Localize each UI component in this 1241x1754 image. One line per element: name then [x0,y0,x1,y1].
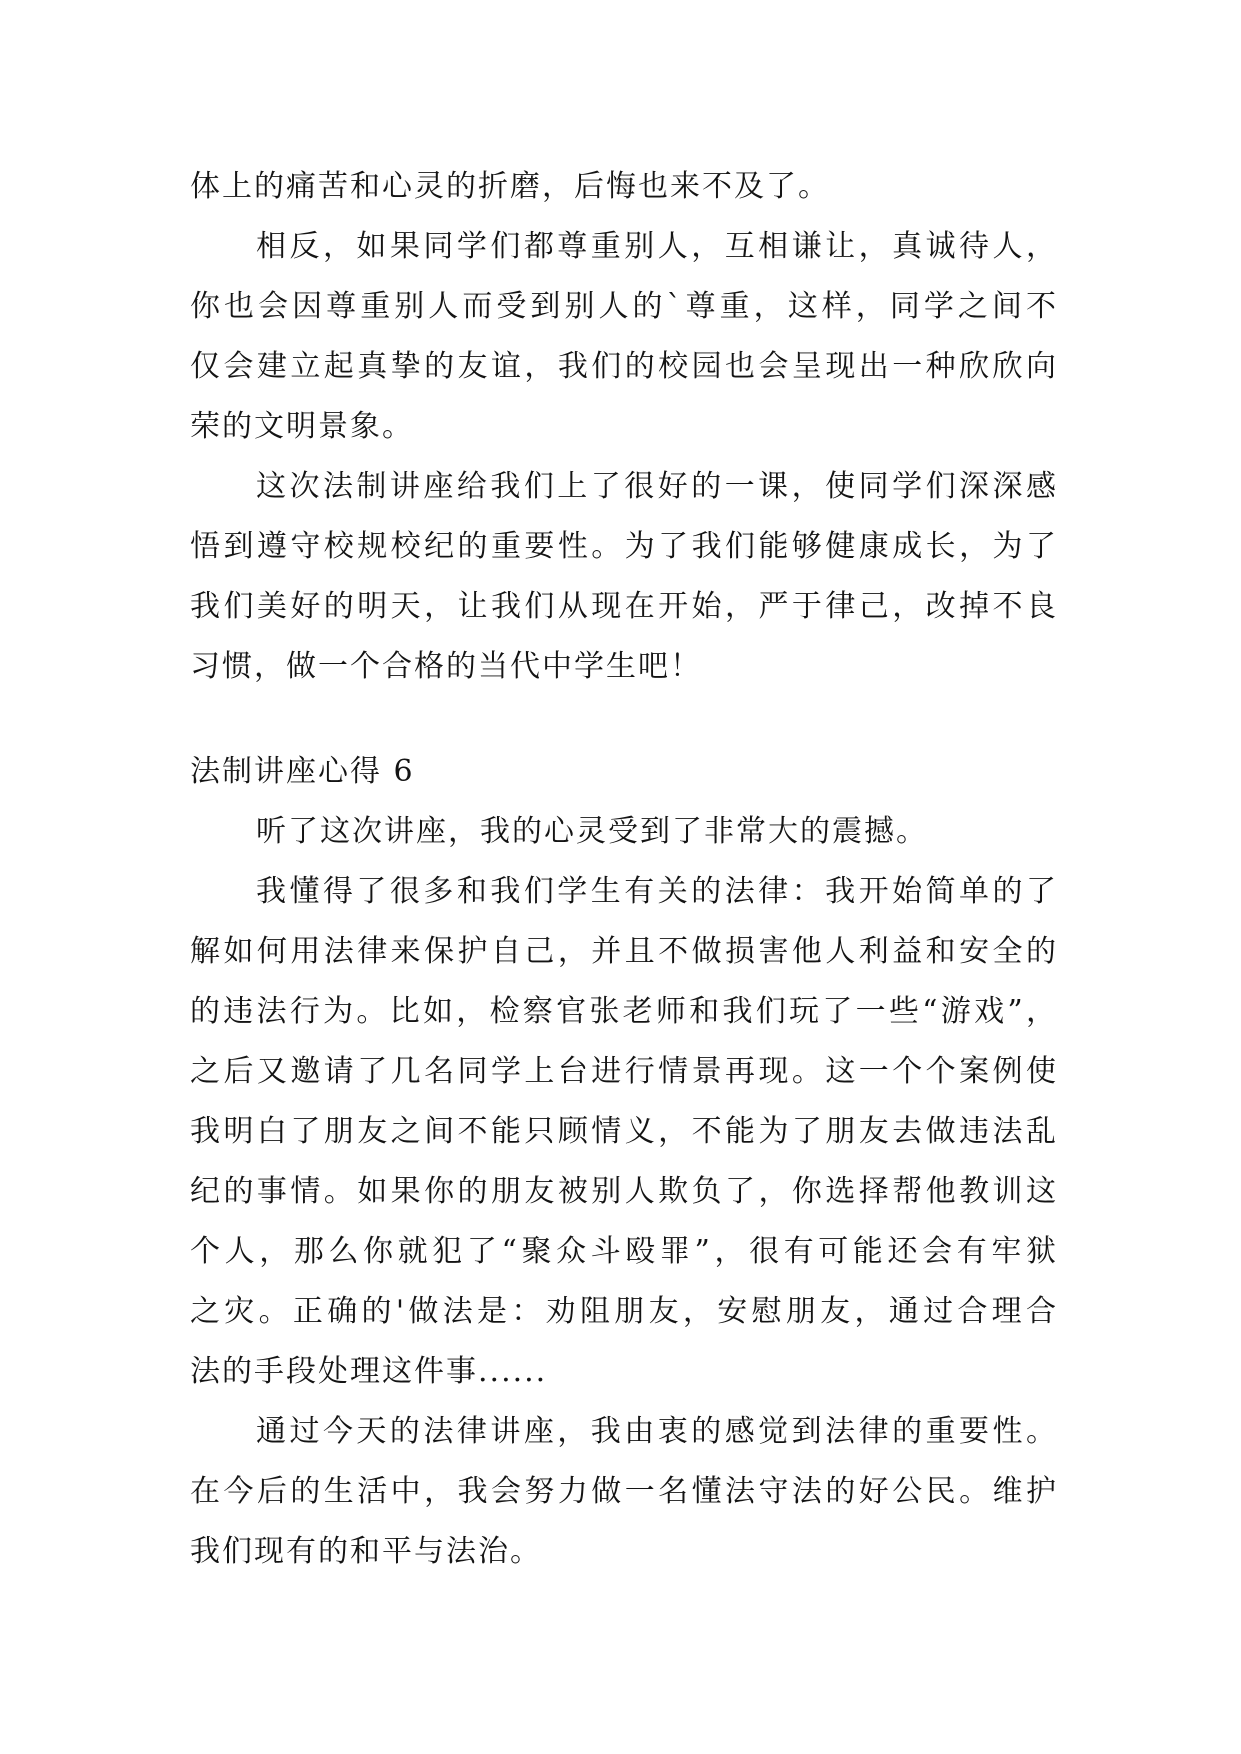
paragraph-line: 我懂得了很多和我们学生有关的法律：我开始简单的了 [256,874,1058,909]
document-body [190,157,1058,1582]
paragraph [190,802,1058,862]
paragraph-line: 纪的事情。如果你的朋友被别人欺负了，你选择帮他教训这 [190,1174,1058,1209]
paragraph [190,217,1058,457]
paragraph-line: 之灾。正确的'做法是：劝阻朋友，安慰朋友，通过合理合 [190,1294,1058,1329]
paragraph-line: 通过今天的法律讲座，我由衷的感觉到法律的重要性。 [256,1414,1058,1449]
paragraph-line: 法的手段处理这件事...... [190,1354,548,1389]
paragraph-line: 你也会因尊重别人而受到别人的`尊重，这样，同学之间不 [190,289,1058,324]
paragraph-line: 个人，那么你就犯了“聚众斗殴罪”，很有可能还会有牢狱 [190,1234,1058,1269]
paragraph-line: 我们现有的和平与法治。 [190,1534,542,1569]
paragraph [190,1402,1058,1582]
paragraph [190,862,1058,1402]
paragraph-line: 解如何用法律来保护自己，并且不做损害他人利益和安全的 [190,934,1058,969]
paragraph [190,157,1058,217]
paragraph-line: 的违法行为。比如，检察官张老师和我们玩了一些“游戏”， [190,994,1058,1029]
paragraph-line: 习惯，做一个合格的当代中学生吧！ [190,649,702,684]
paragraph [190,457,1058,697]
paragraph-line: 在今后的生活中，我会努力做一名懂法守法的好公民。维护 [190,1474,1058,1509]
paragraph-line: 我们美好的明天，让我们从现在开始，严于律己，改掉不良 [190,589,1058,624]
paragraph-line: 听了这次讲座，我的心灵受到了非常大的震撼。 [256,814,928,849]
paragraph-line: 这次法制讲座给我们上了很好的一课，使同学们深深感 [256,469,1058,504]
paragraph-line: 仅会建立起真挚的友谊，我们的校园也会呈现出一种欣欣向 [190,349,1058,384]
paragraph-line: 我明白了朋友之间不能只顾情义，不能为了朋友去做违法乱 [190,1114,1058,1149]
paragraph-line: 相反，如果同学们都尊重别人，互相谦让，真诚待人， [256,229,1058,264]
paragraph-line: 体上的痛苦和心灵的折磨，后悔也来不及了。 [190,169,830,204]
paragraph-line: 之后又邀请了几名同学上台进行情景再现。这一个个案例使 [190,1054,1058,1089]
paragraph-line: 荣的文明景象。 [190,409,414,444]
section-heading: 法制讲座心得 6 [190,754,415,789]
section-gap [190,697,1058,742]
paragraph-line: 悟到遵守校规校纪的重要性。为了我们能够健康成长，为了 [190,529,1058,564]
